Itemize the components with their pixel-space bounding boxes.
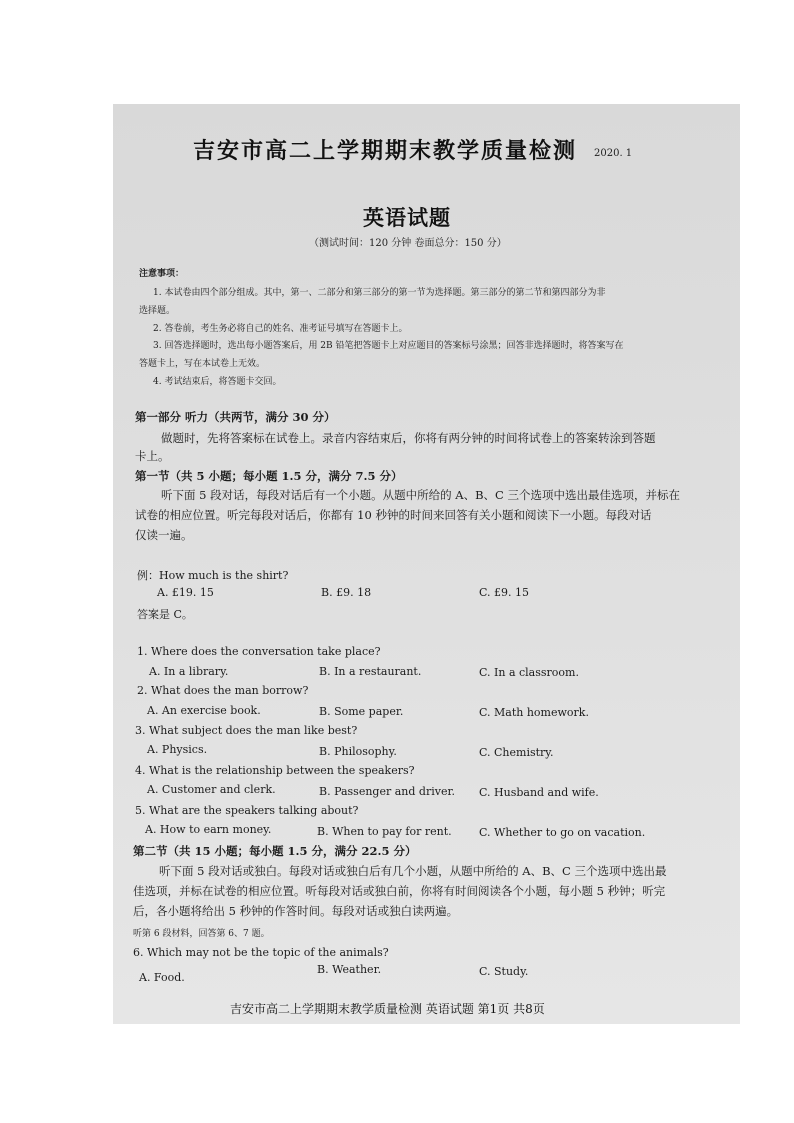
example-answer: 答案是 C。	[137, 608, 193, 621]
subject-title: 英语试题	[363, 205, 451, 230]
notes-heading: 注意事项：	[139, 269, 185, 279]
section2-intro: 佳选项，并标在试卷的相应位置。听每段对话或独白前，你将有时间阅读各个小题，每小题 5 秒钟；听完	[133, 884, 666, 898]
option-a: A. Customer and clerk.	[147, 783, 276, 796]
part1-heading: 第一部分 听力（共两节，满分 30 分）	[135, 410, 336, 424]
part1-intro: 做题时，先将答案标在试卷上。录音内容结束后，你将有两分钟的时间将试卷上的答案转涂到答题	[161, 431, 656, 445]
exam-info: （测试时间：120 分钟 卷面总分：150 分）	[309, 238, 507, 249]
section2-material: 听第 6 段材料，回答第 6、7 题。	[133, 929, 270, 939]
section1-heading: 第一节（共 5 小题；每小题 1.5 分，满分 7.5 分）	[135, 469, 403, 483]
question: 6. Which may not be the topic of the animals?	[133, 946, 389, 959]
option-a: A. An exercise book.	[147, 704, 261, 717]
option-b: B. Passenger and driver.	[319, 785, 456, 798]
question: 5. What are the speakers talking about?	[135, 804, 359, 817]
section1-intro: 试卷的相应位置。听完每段对话后，你都有 10 秒钟的时间来回答有关小题和阅读下一小题。每段对话	[135, 508, 652, 522]
option-c: C. Husband and wife.	[479, 786, 599, 799]
option-c: C. Math homework.	[479, 706, 589, 719]
example-question: 例：How much is the shirt?	[137, 569, 289, 582]
option-a: A. Physics.	[147, 743, 208, 756]
question: 1. Where does the conversation take place?	[137, 645, 381, 658]
question: 2. What does the man borrow?	[137, 684, 309, 697]
option-a: A. Food.	[139, 971, 185, 984]
option-c: C. Whether to go on vacation.	[479, 826, 646, 839]
section2-heading: 第二节（共 15 小题；每小题 1.5 分，满分 22.5 分）	[133, 844, 417, 858]
option-b: B. Weather.	[317, 963, 382, 976]
note-line: 答题卡上，写在本试卷上无效。	[139, 359, 266, 369]
option-a: A. In a library.	[149, 665, 229, 678]
option-b: B. Some paper.	[319, 705, 404, 718]
part1-intro: 卡上。	[135, 449, 170, 463]
section1-intro: 听下面 5 段对话，每段对话后有一个小题。从题中所给的 A、B、C 三个选项中选出最佳选项，并标在	[161, 488, 680, 502]
section2-intro: 后，各小题将给出 5 秒钟的作答时间。每段对话或独白读两遍。	[133, 904, 459, 918]
note-line: 选择题。	[139, 306, 176, 316]
note-line: 3. 回答选择题时，选出每小题答案后，用 2B 铅笔把答题卡上对应题目的答案标号涂黑；回答非选择题时，将答案写在	[153, 341, 624, 351]
note-line: 2. 答卷前，考生务必将自己的姓名、准考证号填写在答题卡上。	[153, 324, 408, 334]
note-line: 1. 本试卷由四个部分组成。其中，第一、二部分和第三部分的第一节为选择题。第三部分的第二节和第四部分为非	[153, 288, 606, 298]
option-a: A. How to earn money.	[145, 823, 272, 836]
note-line: 4. 考试结束后，将答题卡交回。	[153, 377, 282, 387]
exam-date: 2020. 1	[594, 148, 633, 159]
exam-paper	[113, 104, 740, 1024]
question: 4. What is the relationship between the speakers?	[135, 764, 415, 777]
option-c: C. Study.	[479, 965, 529, 978]
question: 3. What subject does the man like best?	[135, 724, 358, 737]
option-c: C. Chemistry.	[479, 746, 554, 759]
section2-intro: 听下面 5 段对话或独白。每段对话或独白后有几个小题，从题中所给的 A、B、C 三个选项中选出最	[159, 864, 667, 878]
page-footer: 吉安市高二上学期期末教学质量检测 英语试题 第1页 共8页	[230, 1002, 545, 1016]
option-b: B. In a restaurant.	[319, 665, 422, 678]
example-option-b: B. £9. 18	[321, 586, 372, 599]
example-option-a: A. £19. 15	[157, 586, 214, 599]
section1-intro: 仅读一遍。	[135, 528, 193, 542]
option-b: B. When to pay for rent.	[317, 825, 452, 838]
example-option-c: C. £9. 15	[479, 586, 530, 599]
option-c: C. In a classroom.	[479, 666, 579, 679]
option-b: B. Philosophy.	[319, 745, 397, 758]
exam-title: 吉安市高二上学期期末教学质量检测	[193, 138, 578, 164]
